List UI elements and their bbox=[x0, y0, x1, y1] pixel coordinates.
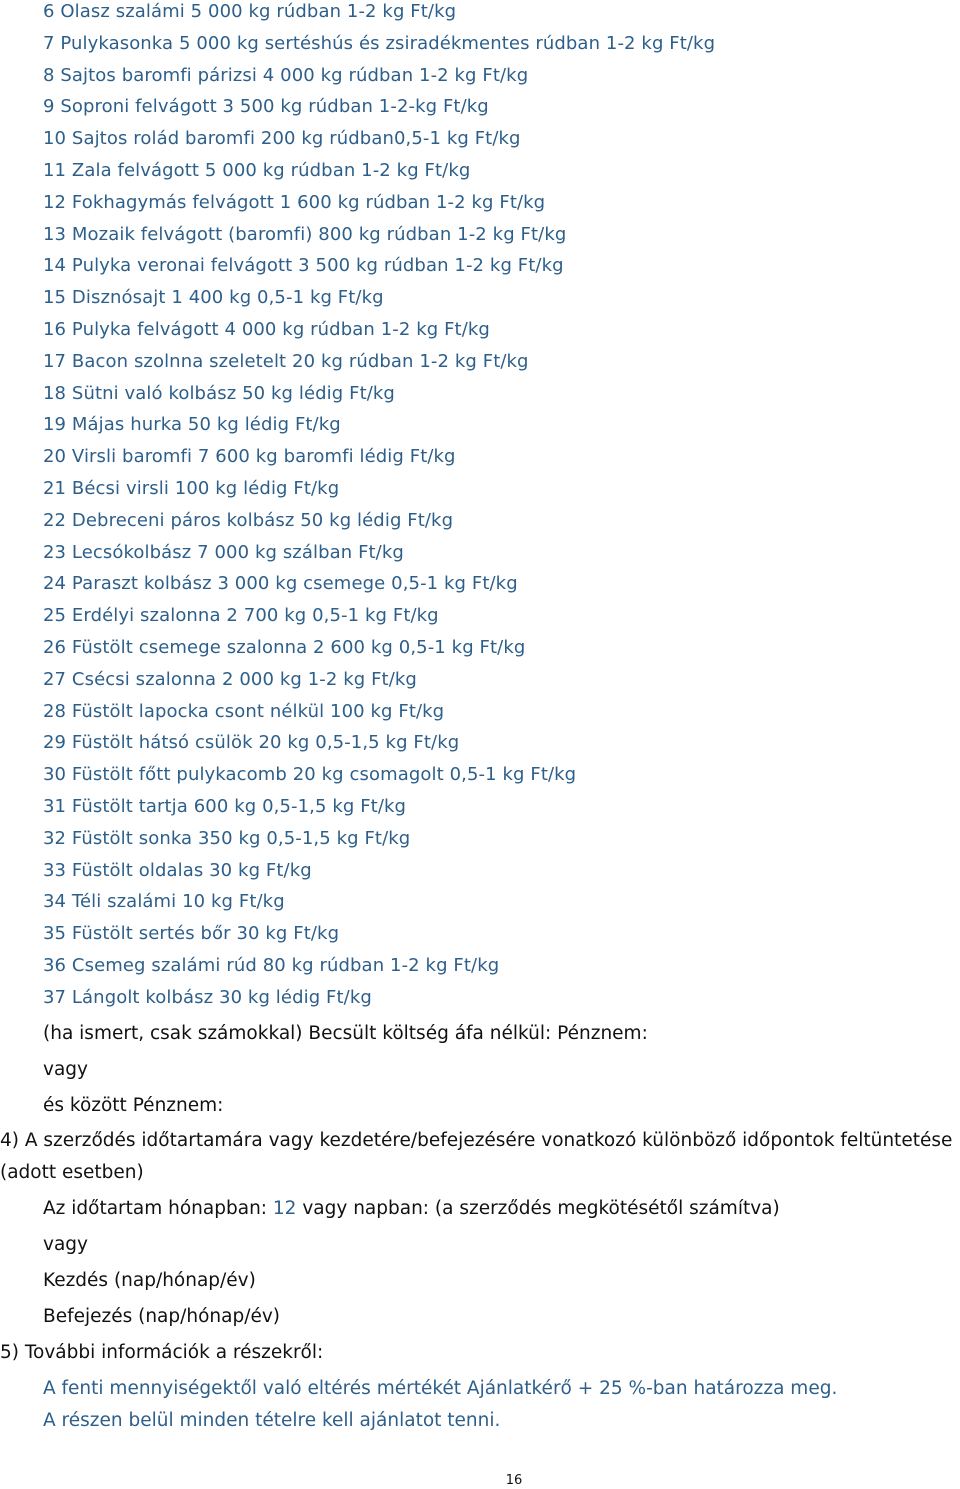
list-item: 7 Pulykasonka 5 000 kg sertéshús és zsiradékmentes rúdban 1-2 kg Ft/kg bbox=[43, 32, 716, 54]
list-item: 6 Olasz szalámi 5 000 kg rúdban 1-2 kg Ft/kg bbox=[43, 1, 457, 22]
list-item: 17 Bacon szolnna szeletelt 20 kg rúdban 1-2 kg Ft/kg bbox=[43, 350, 529, 372]
cost-line: (ha ismert, csak számokkal) Becsült költség áfa nélkül: Pénznem: bbox=[43, 1023, 648, 1044]
list-item: 30 Füstölt főtt pulykacomb 20 kg csomagolt 0,5-1 kg Ft/kg bbox=[43, 764, 577, 786]
list-item: 31 Füstölt tartja 600 kg 0,5-1,5 kg Ft/kg bbox=[43, 795, 407, 817]
vagy-text: vagy bbox=[43, 1059, 88, 1080]
duration-label: Az időtartam hónapban: bbox=[43, 1198, 273, 1219]
list-item: 29 Füstölt hátsó csülök 20 kg 0,5-1,5 kg Ft/kg bbox=[43, 732, 460, 754]
list-item: 15 Disznósajt 1 400 kg 0,5-1 kg Ft/kg bbox=[43, 287, 384, 309]
vagy-text-2: vagy bbox=[43, 1234, 88, 1255]
list-item: 8 Sajtos baromfi párizsi 4 000 kg rúdban 1-2 kg Ft/kg bbox=[43, 64, 529, 86]
list-item: 9 Soproni felvágott 3 500 kg rúdban 1-2-kg Ft/kg bbox=[43, 96, 489, 118]
list-item: 37 Lángolt kolbász 30 kg lédig Ft/kg bbox=[43, 986, 372, 1008]
info-text-2: A részen belül minden tételre kell ajánlatot tenni. bbox=[43, 1410, 501, 1431]
list-item: 16 Pulyka felvágott 4 000 kg rúdban 1-2 kg Ft/kg bbox=[43, 318, 490, 340]
list-item: 36 Csemeg szalámi rúd 80 kg rúdban 1-2 kg Ft/kg bbox=[43, 954, 500, 976]
list-item: 25 Erdélyi szalonna 2 700 kg 0,5-1 kg Ft/kg bbox=[43, 605, 439, 627]
section-4-heading: 4) A szerződés időtartamára vagy kezdetére/befejezésére vonatkozó különböző időpontok feltüntetése bbox=[0, 1130, 953, 1151]
list-item: 34 Téli szalámi 10 kg Ft/kg bbox=[43, 891, 285, 913]
page-number: 16 bbox=[505, 1473, 523, 1488]
list-item: 19 Májas hurka 50 kg lédig Ft/kg bbox=[43, 414, 341, 436]
list-item: 18 Sütni való kolbász 50 kg lédig Ft/kg bbox=[43, 382, 395, 404]
list-item: 10 Sajtos rolád baromfi 200 kg rúdban0,5-1 kg Ft/kg bbox=[43, 128, 521, 150]
list-item: 27 Csécsi szalonna 2 000 kg 1-2 kg Ft/kg bbox=[43, 668, 417, 690]
list-item: 32 Füstölt sonka 350 kg 0,5-1,5 kg Ft/kg bbox=[43, 827, 411, 849]
section-5-heading: 5) További információk a részekről: bbox=[0, 1342, 324, 1363]
list-item: 22 Debreceni páros kolbász 50 kg lédig Ft/kg bbox=[43, 509, 454, 531]
list-item: 35 Füstölt sertés bőr 30 kg Ft/kg bbox=[43, 923, 340, 945]
item-list bbox=[43, 0, 715, 1018]
list-item: 12 Fokhagymás felvágott 1 600 kg rúdban 1-2 kg Ft/kg bbox=[43, 191, 546, 213]
list-item: 33 Füstölt oldalas 30 kg Ft/kg bbox=[43, 859, 312, 881]
list-item: 11 Zala felvágott 5 000 kg rúdban 1-2 kg Ft/kg bbox=[43, 159, 471, 181]
list-item: 28 Füstölt lapocka csont nélkül 100 kg Ft/kg bbox=[43, 700, 445, 722]
duration-suffix: vagy napban: (a szerződés megkötésétől számítva) bbox=[296, 1198, 780, 1219]
list-item: 24 Paraszt kolbász 3 000 kg csemege 0,5-1 kg Ft/kg bbox=[43, 573, 518, 595]
section-4-heading-cont: (adott esetben) bbox=[0, 1162, 144, 1183]
list-item: 14 Pulyka veronai felvágott 3 500 kg rúdban 1-2 kg Ft/kg bbox=[43, 255, 564, 277]
list-item: 13 Mozaik felvágott (baromfi) 800 kg rúdban 1-2 kg Ft/kg bbox=[43, 223, 567, 245]
list-item: 26 Füstölt csemege szalonna 2 600 kg 0,5-1 kg Ft/kg bbox=[43, 636, 526, 658]
info-text-1: A fenti mennyiségektől való eltérés mértékét Ajánlatkérő + 25 %-ban határozza meg. bbox=[43, 1378, 838, 1399]
list-item: 23 Lecsókolbász 7 000 kg szálban Ft/kg bbox=[43, 541, 404, 563]
start-date-label: Kezdés (nap/hónap/év) bbox=[43, 1270, 256, 1291]
duration-line bbox=[43, 1198, 780, 1219]
es-kozott-text: és között Pénznem: bbox=[43, 1095, 224, 1116]
duration-value: 12 bbox=[272, 1198, 297, 1219]
end-date-label: Befejezés (nap/hónap/év) bbox=[43, 1306, 280, 1327]
list-item: 20 Virsli baromfi 7 600 kg baromfi lédig Ft/kg bbox=[43, 446, 456, 468]
list-item: 21 Bécsi virsli 100 kg lédig Ft/kg bbox=[43, 477, 340, 499]
